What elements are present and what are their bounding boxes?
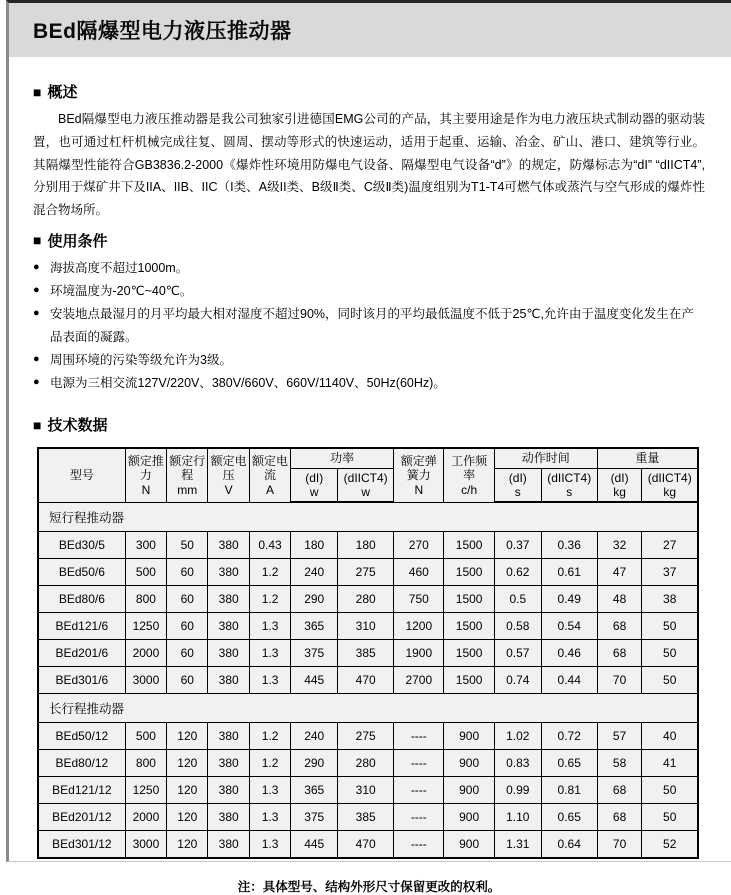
column-subheader: (dI) kg [597, 468, 642, 502]
value-cell: 0.54 [541, 613, 597, 640]
value-cell: 3000 [125, 831, 166, 858]
column-group-header: 动作时间 [494, 448, 597, 468]
value-cell: 120 [167, 831, 208, 858]
table-row [38, 559, 698, 586]
column-header: 工作频率 c/h [444, 448, 494, 502]
column-header: 额定弹簧力 N [394, 448, 444, 502]
value-cell: 50 [642, 667, 698, 694]
value-cell: 40 [642, 723, 698, 750]
value-cell: ---- [394, 750, 444, 777]
value-cell: 500 [125, 559, 166, 586]
condition-item [33, 280, 705, 302]
value-cell: 290 [291, 586, 338, 613]
column-header: 额定行程 mm [167, 448, 208, 502]
value-cell: 0.37 [494, 532, 541, 559]
value-cell: 70 [597, 667, 642, 694]
value-cell: 380 [208, 750, 249, 777]
value-cell: 380 [208, 831, 249, 858]
value-cell: 275 [338, 559, 394, 586]
value-cell: 0.61 [541, 559, 597, 586]
value-cell: 68 [597, 640, 642, 667]
table-row [38, 723, 698, 750]
column-header: 额定电流 A [249, 448, 290, 502]
value-cell: 1.3 [249, 777, 290, 804]
value-cell: 0.49 [541, 586, 597, 613]
page-title: BEd隔爆型电力液压推动器 [33, 20, 292, 43]
value-cell: 900 [444, 804, 494, 831]
value-cell: 1.31 [494, 831, 541, 858]
model-cell: BEd50/6 [38, 559, 125, 586]
value-cell: 310 [338, 777, 394, 804]
model-cell: BEd201/12 [38, 804, 125, 831]
conditions-list [33, 257, 705, 395]
model-cell: BEd30/5 [38, 532, 125, 559]
value-cell: 48 [597, 586, 642, 613]
value-cell: 0.74 [494, 667, 541, 694]
model-cell: BEd50/12 [38, 723, 125, 750]
value-cell: 1.3 [249, 667, 290, 694]
value-cell: 800 [125, 586, 166, 613]
value-cell: 470 [338, 831, 394, 858]
value-cell: 1.3 [249, 640, 290, 667]
value-cell: 2000 [125, 640, 166, 667]
technical-heading-label: 技术数据 [47, 417, 108, 435]
dot-bullet-icon: ● [33, 284, 40, 296]
page-frame [6, 0, 731, 894]
value-cell: 900 [444, 723, 494, 750]
value-cell: 380 [208, 559, 249, 586]
value-cell: 0.58 [494, 613, 541, 640]
table-row [38, 804, 698, 831]
value-cell: 1.3 [249, 613, 290, 640]
dot-bullet-icon: ● [33, 376, 40, 388]
value-cell: 445 [291, 831, 338, 858]
value-cell: 240 [291, 723, 338, 750]
value-cell: 120 [167, 804, 208, 831]
value-cell: 0.43 [249, 532, 290, 559]
value-cell: 380 [208, 667, 249, 694]
condition-item-text: 环境温度为-20℃~40℃。 [50, 284, 193, 298]
value-cell: 380 [208, 586, 249, 613]
value-cell: 60 [167, 640, 208, 667]
conditions-heading [33, 230, 705, 251]
value-cell: 380 [208, 613, 249, 640]
value-cell: 380 [208, 777, 249, 804]
model-cell: BEd121/6 [38, 613, 125, 640]
condition-item [33, 257, 705, 279]
value-cell: 800 [125, 750, 166, 777]
condition-item-text: 海拔高度不超过1000m。 [50, 260, 189, 275]
column-group-header: 重量 [597, 448, 698, 468]
value-cell: 68 [597, 804, 642, 831]
value-cell: 900 [444, 750, 494, 777]
value-cell: ---- [394, 723, 444, 750]
value-cell: 900 [444, 777, 494, 804]
value-cell: 0.5 [494, 586, 541, 613]
value-cell: 68 [597, 777, 642, 804]
condition-item [33, 303, 705, 348]
condition-item-text: 安装地点最湿月的月平均最大相对湿度不超过90%，同时该月的平均最低温度不低于25℃,允许由于温度变化发生在产品表面的凝露。 [50, 307, 694, 344]
value-cell: 1200 [394, 613, 444, 640]
value-cell: 68 [597, 613, 642, 640]
value-cell: 470 [338, 667, 394, 694]
condition-item [33, 372, 705, 394]
content-area [9, 57, 731, 895]
technical-heading [33, 414, 705, 435]
value-cell: 1500 [444, 559, 494, 586]
value-cell: 1.3 [249, 804, 290, 831]
value-cell: 60 [167, 667, 208, 694]
overview-heading [33, 81, 705, 102]
value-cell: 290 [291, 750, 338, 777]
value-cell: 60 [167, 613, 208, 640]
column-subheader: (dIICT4) s [541, 468, 597, 502]
value-cell: 1500 [444, 640, 494, 667]
value-cell: 1250 [125, 777, 166, 804]
value-cell: 57 [597, 723, 642, 750]
model-cell: BEd301/12 [38, 831, 125, 858]
value-cell: 0.44 [541, 667, 597, 694]
value-cell: 0.36 [541, 532, 597, 559]
table-section-row [38, 502, 698, 532]
value-cell: 1.3 [249, 831, 290, 858]
model-cell: BEd80/6 [38, 586, 125, 613]
dot-bullet-icon: ● [33, 352, 40, 365]
value-cell: 375 [291, 804, 338, 831]
value-cell: 41 [642, 750, 698, 777]
value-cell: 365 [291, 777, 338, 804]
value-cell: 270 [394, 532, 444, 559]
table-row [38, 586, 698, 613]
value-cell: 1500 [444, 586, 494, 613]
value-cell: ---- [394, 804, 444, 831]
value-cell: 60 [167, 559, 208, 586]
value-cell: 275 [338, 723, 394, 750]
value-cell: 380 [208, 804, 249, 831]
table-section-label: 长行程推动器 [38, 694, 698, 723]
value-cell: 0.64 [541, 831, 597, 858]
title-bar [9, 3, 731, 57]
value-cell: 375 [291, 640, 338, 667]
column-group-header: 功率 [291, 448, 394, 468]
value-cell: 180 [338, 532, 394, 559]
value-cell: 52 [642, 831, 698, 858]
model-cell: BEd121/12 [38, 777, 125, 804]
value-cell: 0.65 [541, 804, 597, 831]
value-cell: 58 [597, 750, 642, 777]
footnote: 注：具体型号、结构外形尺寸保留更改的权利。 [237, 879, 501, 894]
table-row [38, 777, 698, 804]
value-cell: 240 [291, 559, 338, 586]
column-header: 额定电压 V [208, 448, 249, 502]
value-cell: 120 [167, 777, 208, 804]
condition-item [33, 349, 705, 371]
model-cell: BEd301/6 [38, 667, 125, 694]
column-subheader: (dIICT4) w [338, 468, 394, 502]
value-cell: 60 [167, 586, 208, 613]
value-cell: 50 [167, 532, 208, 559]
value-cell: 2700 [394, 667, 444, 694]
column-header-model: 型号 [38, 448, 125, 502]
conditions-heading-label: 使用条件 [47, 232, 108, 250]
value-cell: ---- [394, 777, 444, 804]
dot-bullet-icon: ● [33, 260, 40, 273]
value-cell: 380 [208, 723, 249, 750]
value-cell: 1500 [444, 613, 494, 640]
condition-item-text: 周围环境的污染等级允许为3级。 [50, 352, 232, 367]
value-cell: 1.2 [249, 750, 290, 777]
value-cell: 0.46 [541, 640, 597, 667]
value-cell: 280 [338, 750, 394, 777]
model-cell: BEd201/6 [38, 640, 125, 667]
column-subheader: (dIICT4) kg [642, 468, 698, 502]
value-cell: 120 [167, 750, 208, 777]
value-cell: 50 [642, 640, 698, 667]
table-row [38, 750, 698, 777]
value-cell: 27 [642, 532, 698, 559]
overview-paragraph: BEd隔爆型电力液压推动器是我公司独家引进德国EMG公司的产品，其主要用途是作为电力液压块式制动器的驱动装置，也可通过杠杆机械完成往复、圆周、摆动等形式的快速运动，适用于起重、运输、冶金、矿山、港口、建筑等行业。其隔爆型性能符合GB3836.2-2000《爆炸性环境用防爆电气设备、隔爆型电气设备“d”》的规定，防爆标志为“dI” “dIICT4”,分别用于煤矿井下及IIA、IIB、IIC（I类、A级II类、B级Ⅱ类、C级Ⅱ类)温度组别为T1-T4可燃气体或蒸汽与空气形成的爆炸性混合物场所。 [33, 112, 705, 217]
value-cell: 1.10 [494, 804, 541, 831]
column-subheader: (dI) s [494, 468, 541, 502]
value-cell: 32 [597, 532, 642, 559]
value-cell: 0.99 [494, 777, 541, 804]
value-cell: 445 [291, 667, 338, 694]
column-header: 额定推力 N [125, 448, 166, 502]
value-cell: 500 [125, 723, 166, 750]
value-cell: 50 [642, 777, 698, 804]
value-cell: 280 [338, 586, 394, 613]
value-cell: 380 [208, 640, 249, 667]
value-cell: 0.65 [541, 750, 597, 777]
value-cell: 0.57 [494, 640, 541, 667]
value-cell: 365 [291, 613, 338, 640]
value-cell: 1.2 [249, 586, 290, 613]
value-cell: 3000 [125, 667, 166, 694]
value-cell: 37 [642, 559, 698, 586]
value-cell: 900 [444, 831, 494, 858]
table-section-label: 短行程推动器 [38, 502, 698, 532]
square-bullet-icon: ■ [33, 232, 42, 249]
table-row [38, 532, 698, 559]
value-cell: 70 [597, 831, 642, 858]
value-cell: 380 [208, 532, 249, 559]
value-cell: 47 [597, 559, 642, 586]
value-cell: 1500 [444, 667, 494, 694]
value-cell: 120 [167, 723, 208, 750]
value-cell: 1.2 [249, 559, 290, 586]
value-cell: 0.62 [494, 559, 541, 586]
value-cell: 180 [291, 532, 338, 559]
value-cell: 385 [338, 804, 394, 831]
value-cell: 460 [394, 559, 444, 586]
technical-data-table [37, 447, 699, 859]
table-row [38, 831, 698, 858]
dot-bullet-icon: ● [33, 307, 40, 320]
value-cell: 1500 [444, 532, 494, 559]
value-cell: 38 [642, 586, 698, 613]
overview-heading-label: 概述 [47, 84, 78, 101]
table-section-row [38, 694, 698, 723]
value-cell: 2000 [125, 804, 166, 831]
column-subheader: (dI) w [291, 468, 338, 502]
table-row [38, 667, 698, 694]
square-bullet-icon: ■ [33, 416, 42, 433]
condition-item-text: 电源为三相交流127V/220V、380V/660V、660V/1140V、50Hz(60Hz)。 [50, 376, 446, 390]
value-cell: ---- [394, 831, 444, 858]
value-cell: 310 [338, 613, 394, 640]
value-cell: 750 [394, 586, 444, 613]
model-cell: BEd80/12 [38, 750, 125, 777]
table-row [38, 640, 698, 667]
table-row [38, 613, 698, 640]
value-cell: 385 [338, 640, 394, 667]
value-cell: 1.2 [249, 723, 290, 750]
value-cell: 0.81 [541, 777, 597, 804]
value-cell: 1250 [125, 613, 166, 640]
value-cell: 50 [642, 613, 698, 640]
value-cell: 1900 [394, 640, 444, 667]
square-bullet-icon: ■ [33, 83, 42, 100]
value-cell: 50 [642, 804, 698, 831]
value-cell: 300 [125, 532, 166, 559]
value-cell: 0.72 [541, 723, 597, 750]
value-cell: 1.02 [494, 723, 541, 750]
value-cell: 0.83 [494, 750, 541, 777]
